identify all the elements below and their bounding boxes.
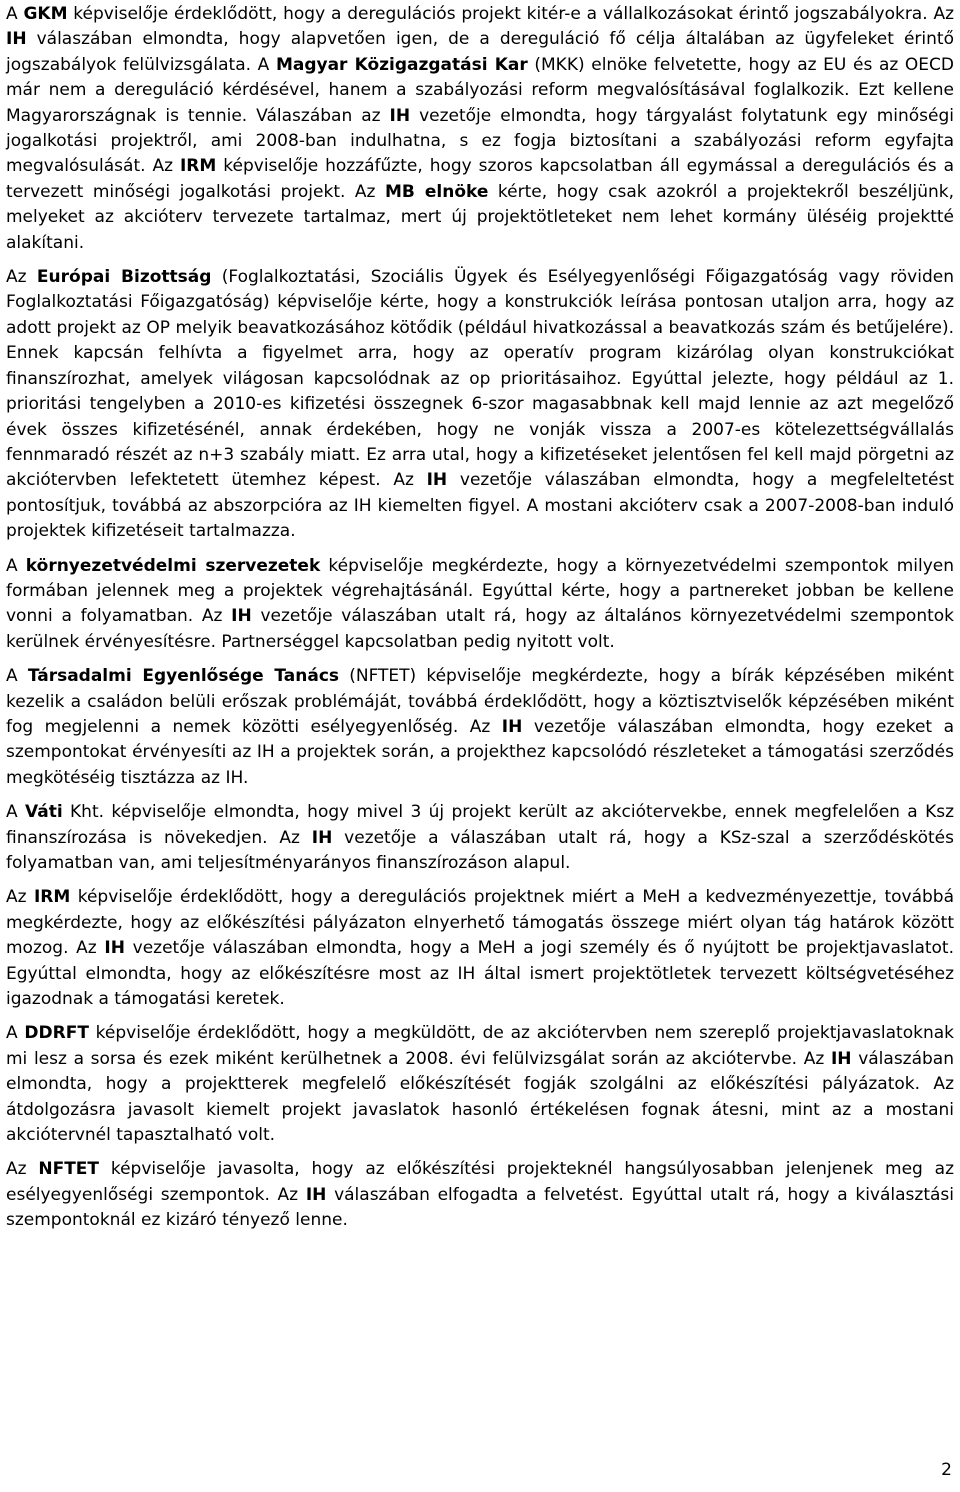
text-run: A: [6, 666, 28, 687]
paragraph-4: [6, 664, 954, 791]
text-run: képviselője javasolta, hogy az előkészítési projekteknél hangsúlyosabban jelenjenek meg az esélyegyenlőségi szempontok. Az: [6, 1159, 954, 1205]
bold-term: IH: [311, 827, 333, 848]
paragraph-8: [6, 1157, 954, 1233]
text-run: Az: [6, 267, 37, 288]
text-run: (NFTET) képviselője megkérdezte, hogy a bírák képzésében miként kezelik a családon belüli erőszak problémáját, továbbá érdeklődött, hogy a köztisztviselők képzésében miként fog megjelenni a nemek közötti esélyegyenlőség. Az: [6, 666, 954, 737]
paragraph-3: [6, 554, 954, 656]
text-run: kérte, hogy csak azokról a projektekről beszéljünk, melyeket az akcióterv tervezete tartalmaz, mert új projektötleteket nem lehet kormány üléséig projektté alakítani.: [6, 181, 955, 253]
paragraph-1: [6, 2, 954, 256]
bold-term: IH: [501, 716, 523, 737]
bold-term: GKM: [23, 4, 68, 24]
bold-term: IRM: [33, 887, 71, 908]
text-run: Az: [6, 887, 34, 908]
text-run: A: [6, 802, 25, 823]
text-run: válaszában elmondta, hogy alapvetően igen, de a dereguláció fő célja általában az ügyfeleket érintő jogszabályok felülvizsgálata. A: [6, 29, 954, 75]
paragraph-2: [6, 265, 954, 544]
bold-term: Magyar Közigazgatási Kar: [275, 54, 528, 75]
text-run: képviselője érdeklődött, hogy a deregulációs projektnek miért a MeH a kedvezményezettje, továbbá megkérdezte, hogy az előkészítési pályázaton elnyerhető támogatás összege miért olyan tág határok között mozog. Az: [6, 887, 954, 959]
bold-term: DDRFT: [24, 1023, 89, 1044]
bold-term: IH: [6, 29, 27, 50]
text-run: Kht. képviselője elmondta, hogy mivel 3 új projekt került az akciótervekbe, ennek megfelelően a Ksz finanszírozása is növekedjen. Az: [6, 802, 954, 848]
bold-term: IH: [389, 105, 411, 126]
bold-term: MB elnöke: [384, 181, 489, 202]
text-run: vezetője válaszában elmondta, hogy a MeH a jogi személy és ő nyújtott be projektjavaslatot. Egyúttal elmondta, hogy az előkészítésre most az IH által ismert projektötletek tervezett költségvetéséhez igazodnak a támogatási keretek.: [6, 938, 954, 1010]
text-run: A: [6, 1023, 25, 1044]
text-run: válaszában elfogadta a felvetést. Egyúttal utalt rá, hogy a kiválasztási szempontoknál ez kizáró tényező lenne.: [6, 1184, 954, 1231]
text-run: A: [6, 555, 26, 576]
bold-term: Társadalmi Egyenlősége Tanács: [27, 666, 340, 687]
bold-term: Európai Bizottság: [36, 267, 212, 288]
text-run: Az: [6, 1159, 39, 1180]
text-run: vezetője a válaszában utalt rá, hogy a KSz-szal a szerződéskötés folyamatban van, ami teljesítményarányos finanszírozáson alapul.: [6, 827, 954, 873]
text-run: A: [6, 4, 24, 24]
text-run: képviselője érdeklődött, hogy a deregulációs projekt kitér-e a vállalkozásokat érintő jogszabályokra. Az: [67, 4, 954, 24]
text-run: válaszában elmondta, hogy a projektterek megfelelő előkészítését fogják szolgálni az előkészítési pályázatok. Az átdolgozásra javasolt kiemelt projekt javaslatok hasonló értékelésen fognak átesni, mint az a mostani akciótervnél tapasztalható volt.: [6, 1048, 955, 1146]
text-run: képviselője megkérdezte, hogy a környezetvédelmi szempontok milyen formában jelennek meg a projektek végrehajtásánál. Egyúttal kérte, hogy a partnereket jobban be kellene vonni a folyamatban. Az: [6, 555, 954, 627]
paragraph-5: [6, 800, 954, 876]
bold-term: IH: [305, 1184, 327, 1205]
text-run: képviselője érdeklődött, hogy a megküldött, de az akciótervben nem szereplő projektjavaslatoknak mi lesz a sorsa és ezek miként kerülhetnek a 2008. évi felülvizsgálat során az akciótervbe. Az: [6, 1023, 954, 1069]
paragraph-6: [6, 885, 954, 1012]
bold-term: IH: [426, 470, 448, 491]
bold-term: Váti: [25, 802, 63, 823]
text-run: vezetője válaszában elmondta, hogy a megfeleltetést pontosítjuk, továbbá az abszorpcióra az IH kiemelten figyel. A mostani akcióterv csak a 2007-2008-ban induló projektek kifizetéseit tartalmazza.: [6, 470, 954, 542]
bold-term: környezetvédelmi szervezetek: [25, 555, 321, 576]
paragraph-7: [6, 1021, 954, 1148]
bold-term: IRM: [179, 156, 217, 177]
bold-term: IH: [830, 1048, 852, 1069]
text-run: vezetője válaszában utalt rá, hogy az általános környezetvédelmi szempontok kerülnek érvényesítésre. Partnerséggel kapcsolatban pedig nyitott volt.: [6, 606, 955, 652]
text-run: (Foglalkoztatási, Szociális Ügyek és Esélyegyenlőségi Főigazgatóság vagy röviden Foglalkoztatási Főigazgatóság) képviselője kérte, hogy a konstrukciók leírása pontosan utaljon arra, hogy az adott projekt az OP melyik beavatkozásához kötődik (például hivatkozással a beavatkozás szám és betűjelére). Ennek kapcsán felhívta a figyelmet arra, hogy az operatív program kizárólag olyan konstrukciókat finanszírozhat, amelyek világosan kapcsolódnak az op prioritásaihoz. Egyúttal jelezte, hogy például az 1. prioritási tengelyben a 2010-es kifizetési összegnek 6-szor magasabbnak kell majd lennie az azt megelőző évek összes kifizetésénél, annak érdekében, hogy ne vonják vissza a 2007-es kötelezettségvállalás fennmaradó részét az n+3 szabály miatt. Ez arra utal, hogy a kifizetéseket jelentősen fel kell majd pörgetni az akciótervben lefektetett ütemhez képest. Az: [6, 267, 954, 491]
bold-term: NFTET: [38, 1159, 100, 1180]
page-number: 2: [941, 1460, 952, 1480]
text-run: képviselője hozzáfűzte, hogy szoros kapcsolatban áll egymással a deregulációs és a tervezett minőségi jogalkotási projekt. Az: [6, 156, 955, 202]
text-run: vezetője válaszában elmondta, hogy ezeket a szempontokat érvényesíti az IH a projektek során, a projekthez kapcsolódó részleteket a támogatási szerződés megkötéséig tisztázza az IH.: [6, 716, 954, 788]
bold-term: IH: [231, 606, 252, 627]
document-body: [6, 2, 954, 1243]
bold-term: IH: [104, 938, 125, 959]
text-run: vezetője elmondta, hogy tárgyalást folytatunk egy minőségi jogalkotási projektről, ami 2008-ban indulhatna, s ez fogja biztosítani a szabályozási reform egyfajta megvalósulását. Az: [6, 105, 954, 177]
text-run: (MKK) elnöke felvetette, hogy az EU és az OECD már nem a dereguláció kérdésével, hanem a szabályozási reform megvalósításával foglalkozik. Ezt kellene Magyarországnak is tennie. Válaszában az: [6, 54, 954, 126]
